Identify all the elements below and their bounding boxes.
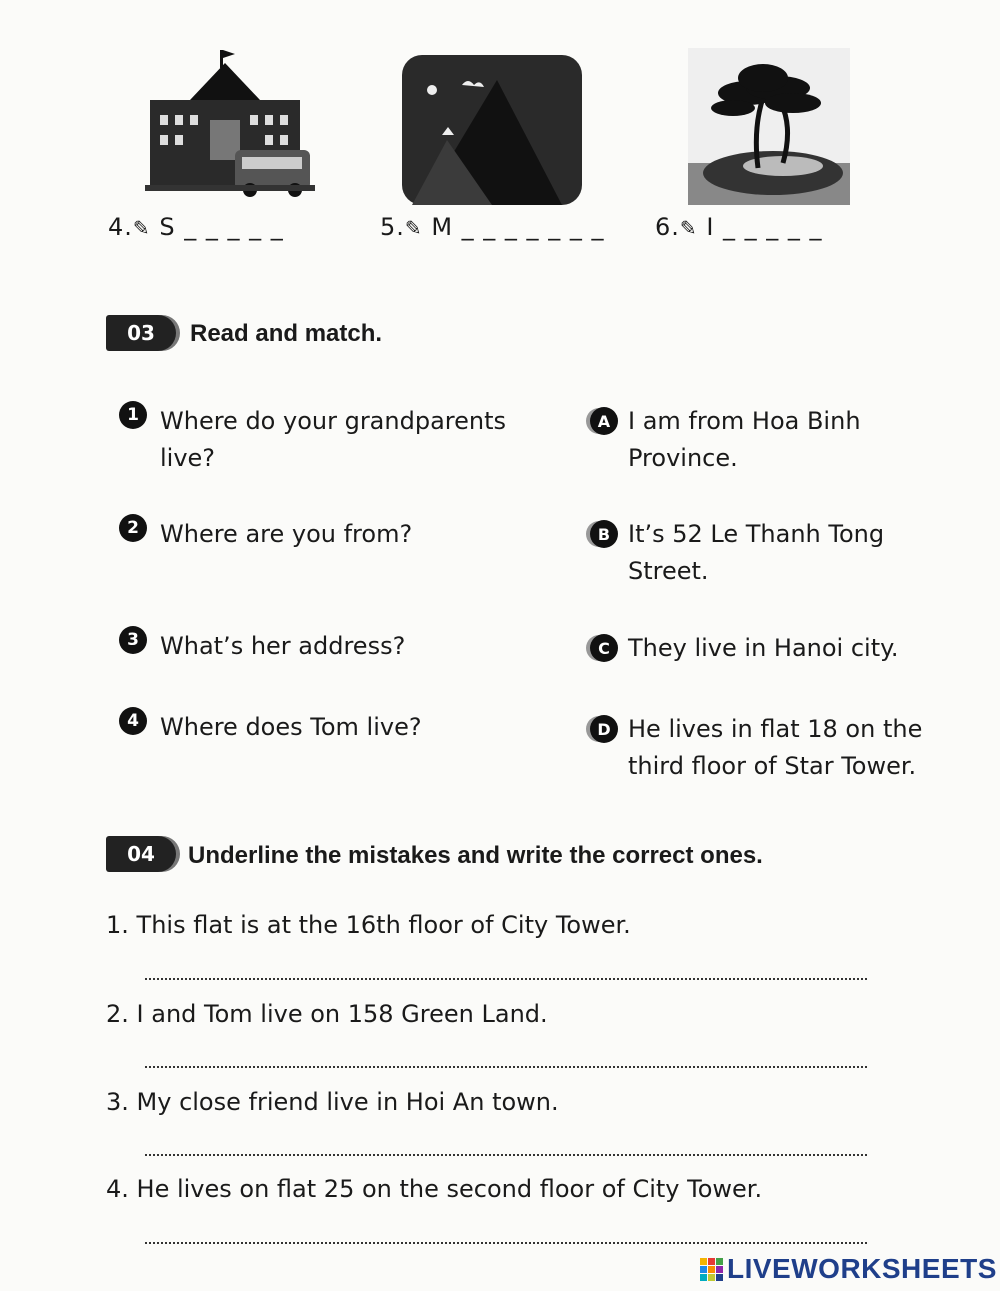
answer-d-text: He lives in flat 18 on the third floor of Star Tower. <box>628 715 923 780</box>
answer-b-letter: B <box>590 520 618 548</box>
question-3-number: 3 <box>119 626 147 654</box>
word-blanks[interactable]: _ _ _ _ _ <box>184 213 284 241</box>
word-blanks[interactable]: _ _ _ _ _ <box>723 213 823 241</box>
liveworksheets-logo <box>700 1253 997 1285</box>
picture-number: 5. <box>380 213 405 241</box>
correction-input-1[interactable] <box>145 952 867 980</box>
answer-d-letter: D <box>590 715 618 743</box>
answer-c-text: They live in Hanoi city. <box>628 634 899 662</box>
picture-number: 6. <box>655 213 680 241</box>
correction-input-3[interactable] <box>145 1128 867 1156</box>
first-letter: I <box>706 213 715 241</box>
picture-4-caption <box>108 213 284 241</box>
first-letter: S <box>159 213 176 241</box>
mountain-picture <box>402 55 582 205</box>
section-3-badge: 03 <box>106 315 176 351</box>
answer-a-text: I am from Hoa Binh Province. <box>628 407 861 472</box>
mistake-sentence-1: 1. This flat is at the 16th floor of City Tower. <box>106 911 631 939</box>
answer-c-letter: C <box>590 634 618 662</box>
correction-input-4[interactable] <box>145 1216 867 1244</box>
picture-6-caption <box>655 213 823 241</box>
word-blanks[interactable]: _ _ _ _ _ _ _ <box>461 213 605 241</box>
question-4-number: 4 <box>119 707 147 735</box>
answer-a-letter: A <box>590 407 618 435</box>
question-1-number: 1 <box>119 401 147 429</box>
pencil-icon: ✎ <box>132 216 151 240</box>
picture-number: 4. <box>108 213 133 241</box>
pencil-icon: ✎ <box>404 216 423 240</box>
question-2-text: Where are you from? <box>160 520 413 548</box>
first-letter: M <box>431 213 454 241</box>
question-4-text: Where does Tom live? <box>160 713 422 741</box>
question-3-text: What’s her address? <box>160 632 406 660</box>
mistake-sentence-4: 4. He lives on flat 25 on the second floor of City Tower. <box>106 1175 763 1203</box>
correction-input-2[interactable] <box>145 1040 867 1068</box>
island-picture <box>688 48 850 205</box>
question-2-number: 2 <box>119 514 147 542</box>
question-1-text: Where do your grandparents live? <box>160 407 507 472</box>
mistake-sentence-3: 3. My close friend live in Hoi An town. <box>106 1088 559 1116</box>
logo-grid-icon <box>700 1258 723 1281</box>
section-4-badge: 04 <box>106 836 176 872</box>
picture-5-caption <box>380 213 604 241</box>
section-4-title: Underline the mistakes and write the correct ones. <box>188 842 763 869</box>
section-3-title: Read and match. <box>190 320 383 347</box>
answer-b-text: It’s 52 Le Thanh Tong Street. <box>628 520 885 585</box>
pencil-icon: ✎ <box>679 216 698 240</box>
mistake-sentence-2: 2. I and Tom live on 158 Green Land. <box>106 1000 548 1028</box>
logo-text: LIVEWORKSHEETS <box>727 1253 997 1284</box>
school-picture <box>140 45 315 200</box>
